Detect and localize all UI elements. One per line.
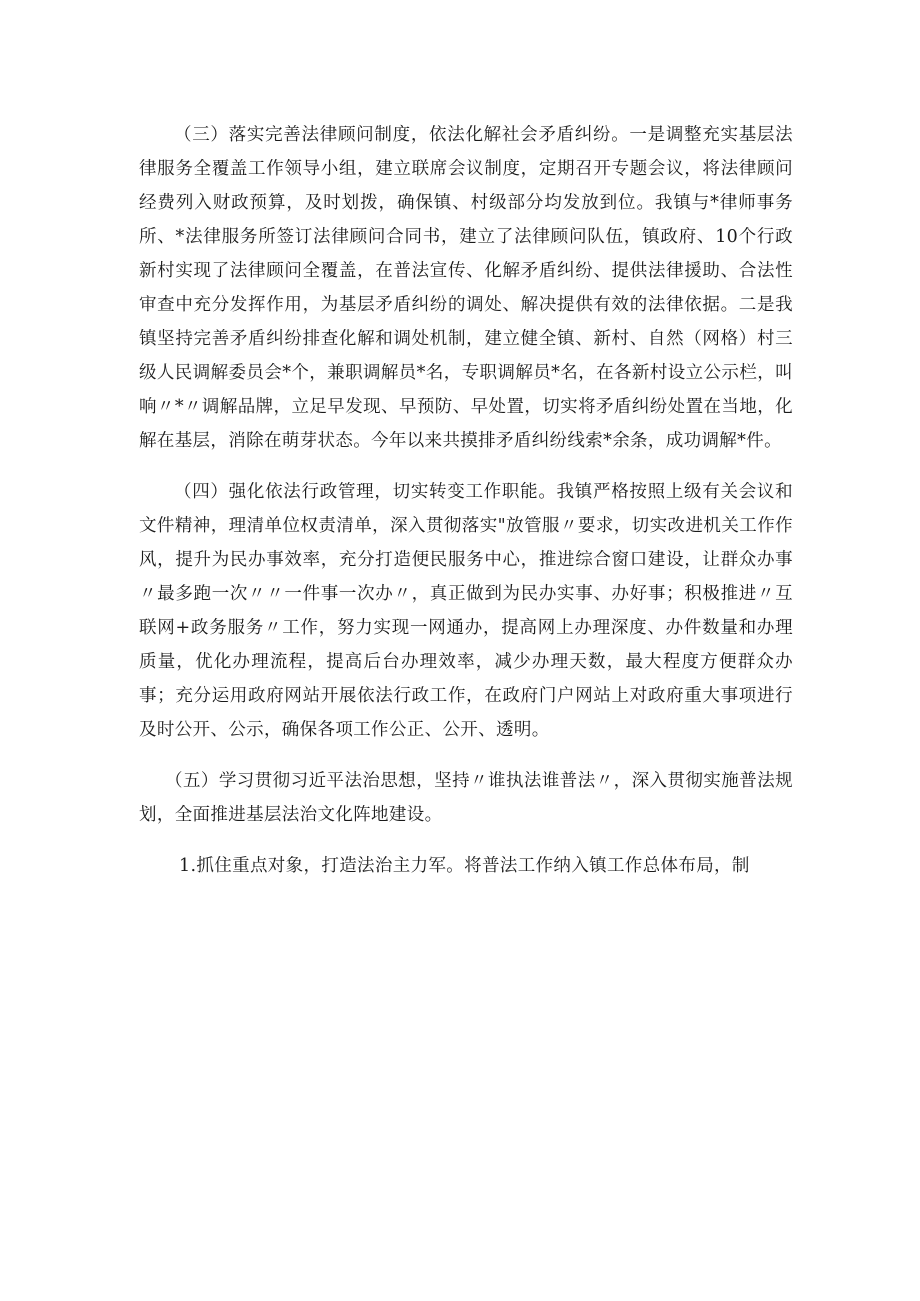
paragraph-section-3: （三）落实完善法律顾问制度，依法化解社会矛盾纠纷。一是调整充实基层法律服务全覆盖工作领导小组，建立联席会议制度，定期召开专题会议，将法律顾问经费列入财政预算，及时划拨，确保镇、村级部分均发放到位。我镇与*律师事务所、*法律服务所签订法律顾问合同书，建立了法律顾问队伍，镇政府、10个行政新村实现了法律顾问全覆盖，在普法宣传、化解矛盾纠纷、提供法律援助、合法性审查中充分发挥作用，为基层矛盾纠纷的调处、解决提供有效的法律依据。二是我镇坚持完善矛盾纠纷排查化解和调处机制，建立健全镇、新村、自然（网格）村三级人民调解委员会*个，兼职调解员*名，专职调解员*名，在各新村设立公示栏，叫响〃*〃调解品牌，立足早发现、早预防、早处置，切实将矛盾纠纷处置在当地，化解在基层，消除在萌芽状态。今年以来共摸排矛盾纠纷线索*余条，成功调解*件。 [139,125,793,451]
document-body [139,118,793,883]
paragraph-item-1: 1.抓住重点对象，打造法治主力军。将普法工作纳入镇工作总体布局，制 [179,856,750,876]
paragraph-gap [139,458,793,475]
paragraph-gap [139,832,793,849]
paragraph-section-5: （五）学习贯彻习近平法治思想，坚持〃谁执法谁普法〃，深入贯彻实施普法规划，全面推进基层法治文化阵地建设。 [139,771,793,825]
paragraph-section-4: （四）强化依法行政管理，切实转变工作职能。我镇严格按照上级有关会议和文件精神，理清单位权责清单，深入贯彻落实"放管服〃要求，切实改进机关工作作风，提升为民办事效率，充分打造便民服务中心，推进综合窗口建设，让群众办事〃最多跑一次〃〃一件事一次办〃，真正做到为民办实事、办好事；积极推进〃互联网+政务服务〃工作，努力实现一网通办，提高网上办理深度、办件数量和办理质量，优化办理流程，提高后台办理效率，减少办理天数，最大程度方便群众办事；充分运用政府网站开展依法行政工作，在政府门户网站上对政府重大事项进行及时公开、公示，确保各项工作公正、公开、透明。 [139,482,793,740]
paragraph-gap [139,747,793,764]
